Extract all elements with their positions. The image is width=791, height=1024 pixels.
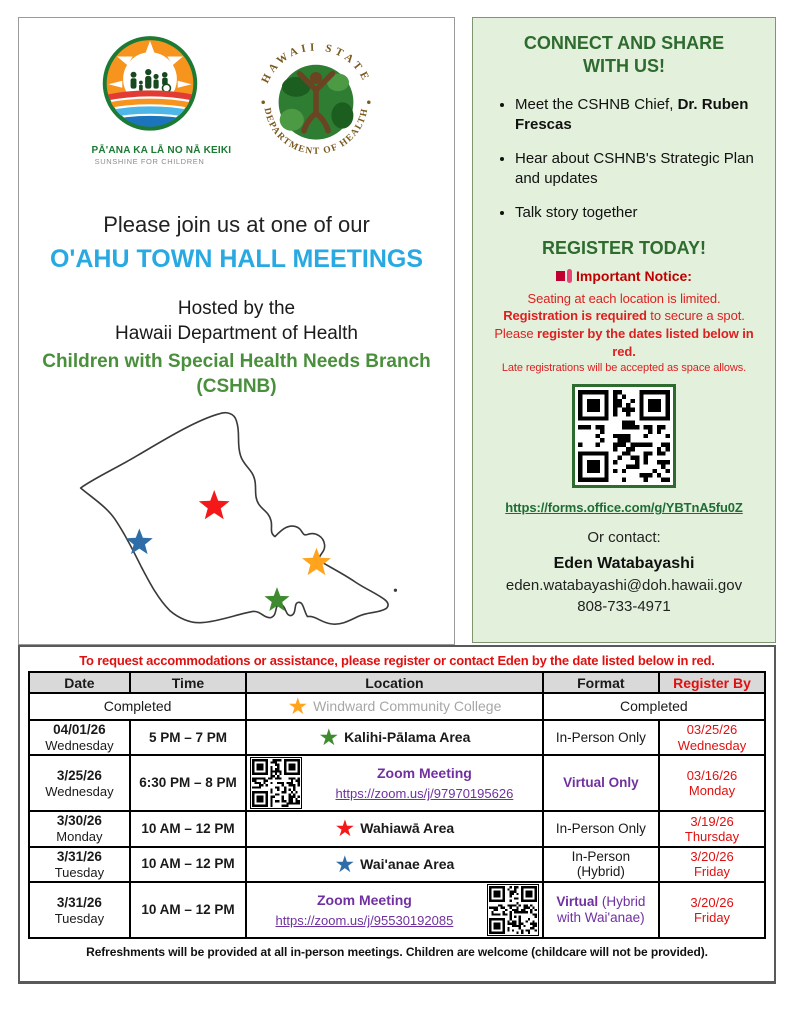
- date-cell: [29, 847, 130, 883]
- location-cell: [246, 693, 543, 720]
- meeting-schedule-table: [28, 671, 766, 939]
- location-cell: [246, 811, 543, 846]
- location-cell: [246, 755, 543, 811]
- zoom-meeting-title: Zoom Meeting: [316, 891, 412, 908]
- date-value: 3/31/26: [56, 848, 102, 864]
- location-star-icon: ★: [318, 724, 340, 751]
- format-text: (Hybrid with Wai'anae): [557, 894, 646, 926]
- completed-format-cell: Completed: [543, 693, 765, 720]
- table-row: [29, 755, 765, 811]
- sunshine-for-children-logo: [91, 34, 232, 166]
- qr-pattern: [252, 759, 300, 807]
- completed-date-time-cell: Completed: [29, 693, 246, 720]
- doh-seal-icon: [250, 34, 382, 166]
- bullet-talk-story: • Talk story together: [515, 203, 763, 223]
- format-cell: [543, 882, 659, 938]
- register-by-column-header: Register By: [659, 672, 765, 693]
- sunshine-logo-english-text: SUNSHINE FOR CHILDREN: [94, 157, 205, 166]
- important-notice-heading: Important Notice:: [485, 268, 763, 284]
- register-by-day: Friday: [693, 910, 731, 926]
- oahu-map-svg: [64, 407, 409, 645]
- register-by-cell: [659, 811, 765, 846]
- zoom-meeting-text: [310, 765, 539, 802]
- svg-text:DEPARTMENT OF HEALTH: DEPARTMENT OF HEALTH: [261, 106, 370, 157]
- location-cell: [246, 882, 543, 938]
- location-column-header: Location: [246, 672, 543, 693]
- register-by-date: 3/19/26: [690, 813, 734, 829]
- refreshments-note: Refreshments will be provided at all in-person meetings. Children are welcome (childcare will not be provided).: [86, 945, 708, 960]
- page-title: O'AHU TOWN HALL MEETINGS: [49, 245, 424, 273]
- zoom-meeting-title: Zoom Meeting: [376, 764, 472, 781]
- register-by-cell: [659, 720, 765, 755]
- register-by-date: 03/25/26: [686, 722, 738, 738]
- time-cell: 10 AM – 12 PM: [130, 882, 246, 938]
- table-row: [29, 847, 765, 883]
- zoom-meeting-text: [250, 892, 479, 929]
- bullet-strategic-plan: • Hear about CSHNB's Strategic Plan and updates: [515, 149, 763, 188]
- format-column-header: Format: [543, 672, 659, 693]
- zoom-qr-code: [250, 757, 302, 809]
- location-cell: [246, 847, 543, 883]
- location-cell: [246, 720, 543, 755]
- date-column-header: Date: [29, 672, 130, 693]
- time-cell: 6:30 PM – 8 PM: [130, 755, 246, 811]
- qr-pattern: [578, 390, 670, 482]
- connect-heading: CONNECT AND SHARE WITH US!: [523, 33, 725, 76]
- table-header-row: [29, 672, 765, 693]
- time-column-header: Time: [130, 672, 246, 693]
- location-star-icon: ★: [287, 693, 309, 719]
- date-value: 3/31/26: [56, 894, 102, 910]
- zoom-qr-code: [487, 884, 539, 936]
- format-text: In-Person Only: [555, 729, 646, 745]
- or-contact-label: Or contact:: [587, 529, 661, 547]
- important-notice-icon: [556, 268, 572, 284]
- sunshine-logo-icon: [98, 34, 202, 138]
- sunshine-logo-hawaiian-text: PĀ'ANA KA LĀ NO NĀ KEIKI: [91, 145, 232, 156]
- connect-and-share-panel: [472, 17, 776, 643]
- register-by-day: Thursday: [684, 828, 740, 844]
- contact-email: eden.watabayashi@doh.hawaii.gov: [505, 577, 743, 595]
- time-cell: 5 PM – 7 PM: [130, 720, 246, 755]
- oahu-outline: [81, 413, 388, 624]
- location-label: Wahiawā Area: [360, 820, 455, 837]
- format-text: In-Person Only: [555, 820, 646, 836]
- date-value: 3/30/26: [56, 813, 102, 829]
- register-by-date: 3/20/26: [690, 849, 734, 865]
- format-text: In-Person (Hybrid): [571, 848, 631, 880]
- register-by-date: 03/16/26: [686, 767, 738, 783]
- zoom-link[interactable]: https://zoom.us/j/95530192085: [275, 913, 454, 929]
- date-value: 04/01/26: [53, 722, 106, 737]
- zoom-meeting-block: [250, 757, 539, 809]
- format-cell: [543, 720, 659, 755]
- flyer-intro-panel: [18, 17, 455, 645]
- schedule-section: [18, 645, 776, 984]
- register-by-day: Wednesday: [677, 737, 747, 753]
- date-cell: [29, 755, 130, 811]
- location-star-icon: ★: [334, 815, 356, 842]
- format-text: Virtual: [556, 894, 599, 910]
- time-cell: 10 AM – 12 PM: [130, 811, 246, 846]
- registration-form-link[interactable]: https://forms.office.com/g/YBTnA5fu0Z: [505, 500, 743, 516]
- register-by-day: Friday: [693, 864, 731, 880]
- zoom-link[interactable]: https://zoom.us/j/97970195626: [335, 786, 514, 802]
- date-cell: [29, 811, 130, 846]
- logo-row: [19, 34, 454, 186]
- contact-name: Eden Watabayashi: [553, 555, 695, 573]
- qr-pattern: [489, 886, 537, 934]
- svg-text:HAWAII STATE: HAWAII STATE: [258, 41, 373, 86]
- date-day: Wednesday: [45, 783, 114, 799]
- location-star-icon: ★: [334, 850, 356, 877]
- date-cell: [29, 720, 130, 755]
- hosted-by-line2: Hawaii Department of Health: [115, 323, 358, 345]
- hosted-by-line1: Hosted by the: [177, 298, 296, 319]
- location-label: Wai'anae Area: [360, 856, 455, 873]
- branch-name-line1: Children with Special Health Needs Branch: [42, 351, 431, 373]
- date-value: 3/25/26: [56, 767, 102, 783]
- date-day: Tuesday: [54, 910, 105, 926]
- registration-notice-text: Seating at each location is limited. Registration is required to secure a spot. Please register by the dates listed below in red.: [494, 290, 754, 360]
- register-by-cell: [659, 882, 765, 938]
- register-by-cell: [659, 755, 765, 811]
- format-cell: [543, 811, 659, 846]
- table-row: [29, 882, 765, 938]
- connect-bullet-list: [485, 95, 763, 223]
- doh-seal-logo: [250, 34, 382, 171]
- date-day: Tuesday: [54, 864, 105, 880]
- register-by-date: 3/20/26: [690, 895, 734, 911]
- branch-name-line2: (CSHNB): [196, 376, 277, 398]
- bullet-meet-chief: • Meet the CSHNB Chief, Dr. Ruben Frescas: [515, 95, 763, 134]
- location-label: Kalihi-Pālama Area: [344, 729, 471, 746]
- format-cell: [543, 847, 659, 883]
- format-text: Virtual Only: [563, 775, 639, 791]
- invitation-lead-text: Please join us at one of our: [103, 212, 370, 237]
- oahu-map: [19, 407, 454, 645]
- contact-phone: 808-733-4971: [577, 598, 671, 616]
- table-row: [29, 693, 765, 720]
- table-row: [29, 811, 765, 846]
- date-day: Monday: [56, 829, 103, 845]
- format-cell: [543, 755, 659, 811]
- time-cell: 10 AM – 12 PM: [130, 847, 246, 883]
- register-by-day: Monday: [688, 783, 736, 799]
- location-label: Windward Community College: [313, 698, 502, 715]
- register-by-cell: [659, 847, 765, 883]
- zoom-meeting-block: [250, 884, 539, 936]
- date-cell: [29, 882, 130, 938]
- late-registration-note: Late registrations will be accepted as space allows.: [501, 362, 747, 375]
- table-row: [29, 720, 765, 755]
- accommodation-notice: To request accommodations or assistance, please register or contact Eden by the date listed below in red.: [79, 653, 715, 668]
- register-today-heading: REGISTER TODAY!: [541, 237, 707, 258]
- date-day: Wednesday: [45, 737, 114, 753]
- registration-qr-code: [572, 384, 676, 488]
